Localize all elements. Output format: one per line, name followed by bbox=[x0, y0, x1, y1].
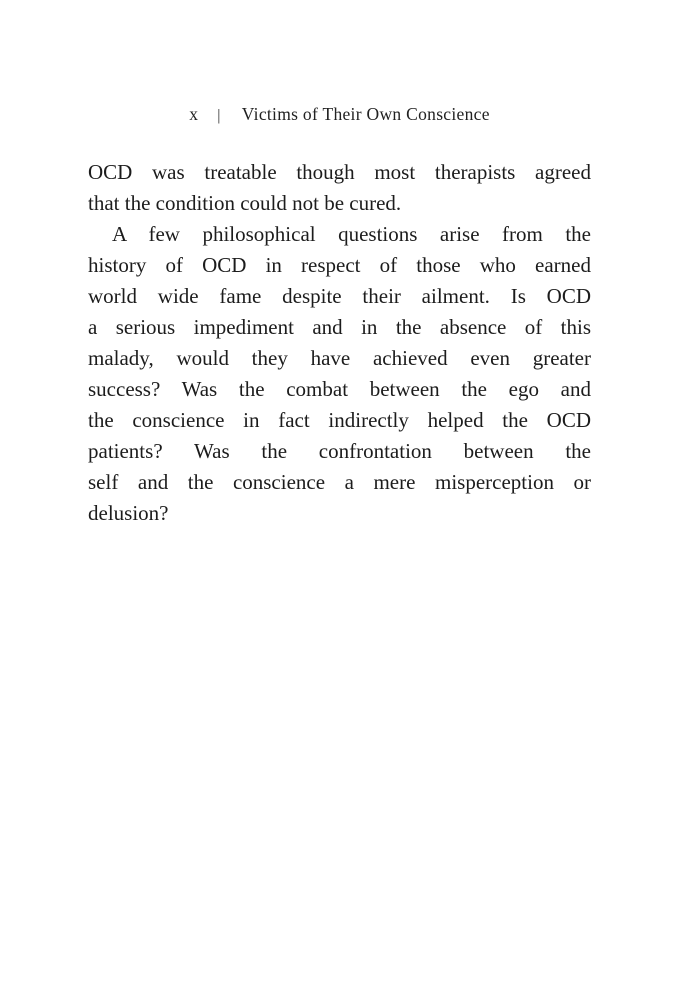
text-line: OCD was treatable though most therapists agreed bbox=[88, 160, 591, 184]
text-line: that the condition could not be cured. bbox=[88, 191, 402, 215]
text-line: malady, would they have achieved even greater bbox=[88, 346, 591, 370]
text-line: patients? Was the confrontation between the bbox=[88, 439, 591, 463]
text-line: success? Was the combat between the ego and bbox=[88, 377, 591, 401]
book-title: Victims of Their Own Conscience bbox=[241, 104, 490, 124]
page-body bbox=[88, 157, 591, 529]
text-line: A few philosophical questions arise from the bbox=[112, 222, 591, 246]
text-line: history of OCD in respect of those who earned bbox=[88, 253, 591, 277]
page-number: x bbox=[189, 104, 199, 124]
text-line: delusion? bbox=[88, 501, 169, 525]
text-line: the conscience in fact indirectly helped the OCD bbox=[88, 408, 591, 432]
header-separator-bar: | bbox=[217, 107, 221, 124]
text-line: world wide fame despite their ailment. Is OCD bbox=[88, 284, 591, 308]
running-header bbox=[0, 103, 679, 127]
text-line: self and the conscience a mere misperception or bbox=[88, 470, 591, 494]
text-line: a serious impediment and in the absence of this bbox=[88, 315, 591, 339]
